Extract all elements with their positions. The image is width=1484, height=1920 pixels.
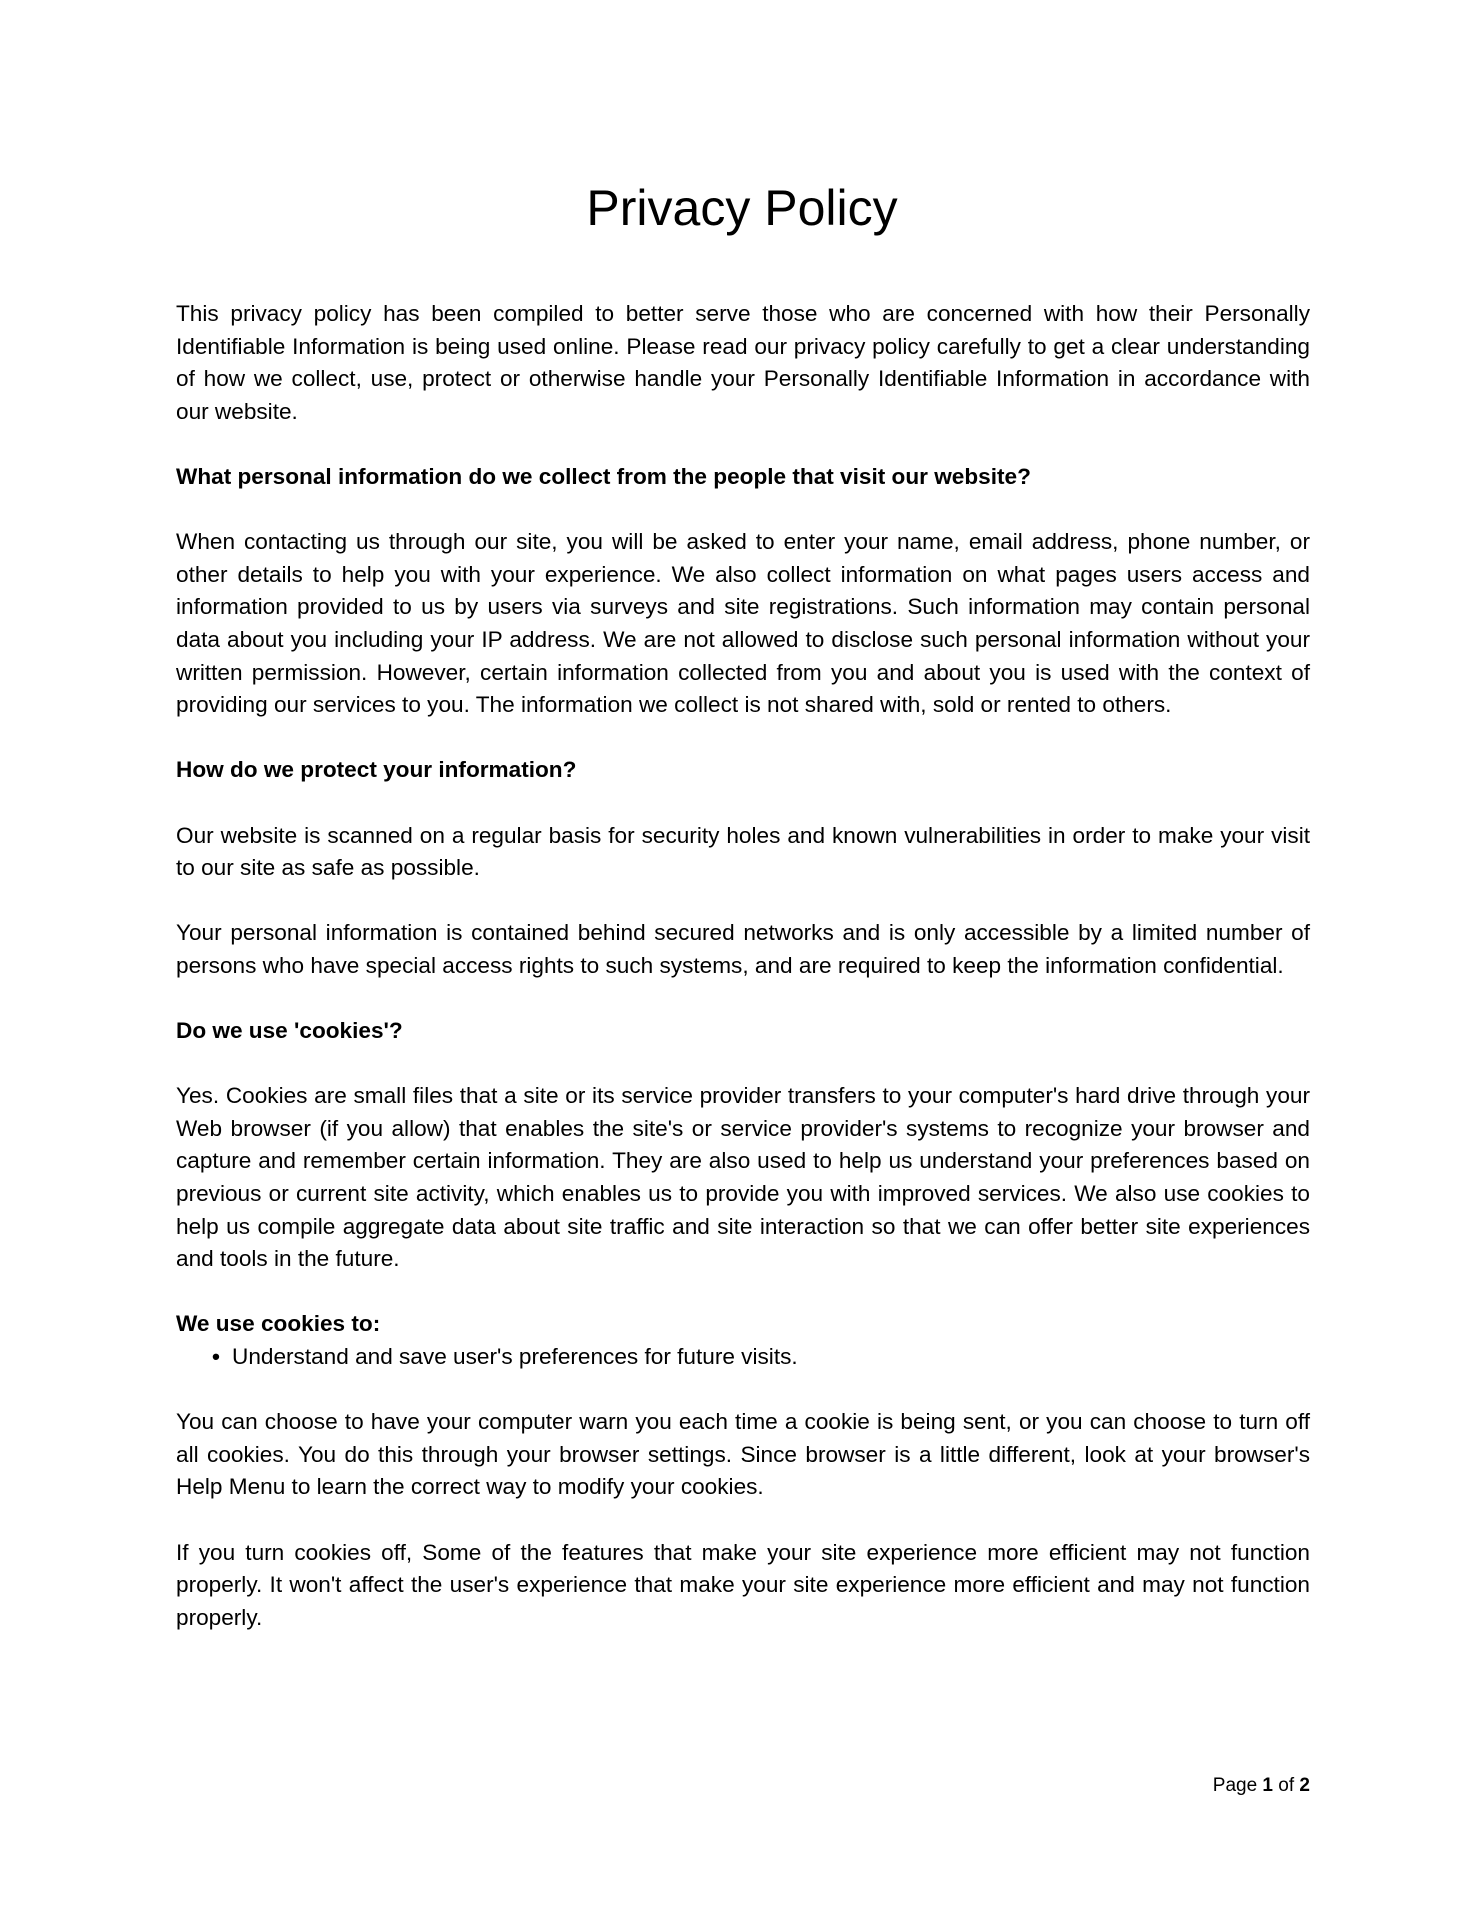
section-body-security-scanning: Our website is scanned on a regular basis for security holes and known vulnerabilities in order to make your visit to our site as safe as possible. (176, 822, 1310, 881)
section-body-cookies: Yes. Cookies are small files that a site or its service provider transfers to your computer's hard drive through your Web browser (if you allow) that enables the site's or service provider's systems to recognize your browser and capture and remember certain information. They are also used to help us understand your preferences based on previous or current site activity, which enables us to provide you with improved services. We also use cookies to help us compile aggregate data about site traffic and site interaction so that we can offer better site experiences and tools in the future. (176, 1083, 1310, 1272)
total-page-count: 2 (1299, 1775, 1310, 1796)
section-heading-protect-information: How do we protect your information? (176, 757, 577, 783)
document-body (176, 298, 1310, 1667)
section-heading-cookies: Do we use 'cookies'? (176, 1018, 403, 1044)
page-label: Page (1212, 1775, 1258, 1796)
section-heading-personal-information: What personal information do we collect from the people that visit our website? (176, 463, 1031, 489)
section-body-personal-information: When contacting us through our site, you will be asked to enter your name, email address, phone number, or other details to help you with your experience. We also collect information on what pages users access and information provided to us by users via surveys and site registrations. Such information may contain personal data about you including your IP address. We are not allowed to disclose such personal information without your written permission. However, certain information collected from you and about you is used with the context of providing our services to you. The information we collect is not shared with, sold or rented to others. (176, 529, 1310, 718)
of-label: of (1278, 1775, 1295, 1796)
current-page-number: 1 (1262, 1775, 1273, 1796)
list-item (212, 1341, 1310, 1374)
bullet-icon: • (212, 1344, 220, 1369)
page-title: Privacy Policy (586, 180, 898, 236)
list-item-text: Understand and save user's preferences for future visits. (232, 1344, 798, 1369)
section-body-cookie-warnings: You can choose to have your computer warn you each time a cookie is being sent, or you can choose to turn off all cookies. You do this through your browser settings. Since browser is a little different, look at your browser's Help Menu to learn the correct way to modify your cookies. (176, 1409, 1310, 1500)
page-number (1213, 1774, 1310, 1798)
intro-paragraph: This privacy policy has been compiled to better serve those who are concerned with how their Personally Identifiable Information is being used online. Please read our privacy policy carefully to get a clear understanding of how we collect, use, protect or otherwise handle your Personally Identifiable Information in accordance with our website. (176, 301, 1310, 424)
cookie-uses-list (176, 1341, 1310, 1374)
section-body-secured-networks: Your personal information is contained behind secured networks and is only accessible by a limited number of persons who have special access rights to such systems, and are required to keep the information confidential. (176, 920, 1310, 978)
section-body-cookies-off: If you turn cookies off, Some of the features that make your site experience more efficient may not function properly. It won't affect the user's experience that make your site experience more efficient and may not function properly. (176, 1539, 1310, 1630)
section-heading-cookie-uses: We use cookies to: (176, 1311, 381, 1337)
